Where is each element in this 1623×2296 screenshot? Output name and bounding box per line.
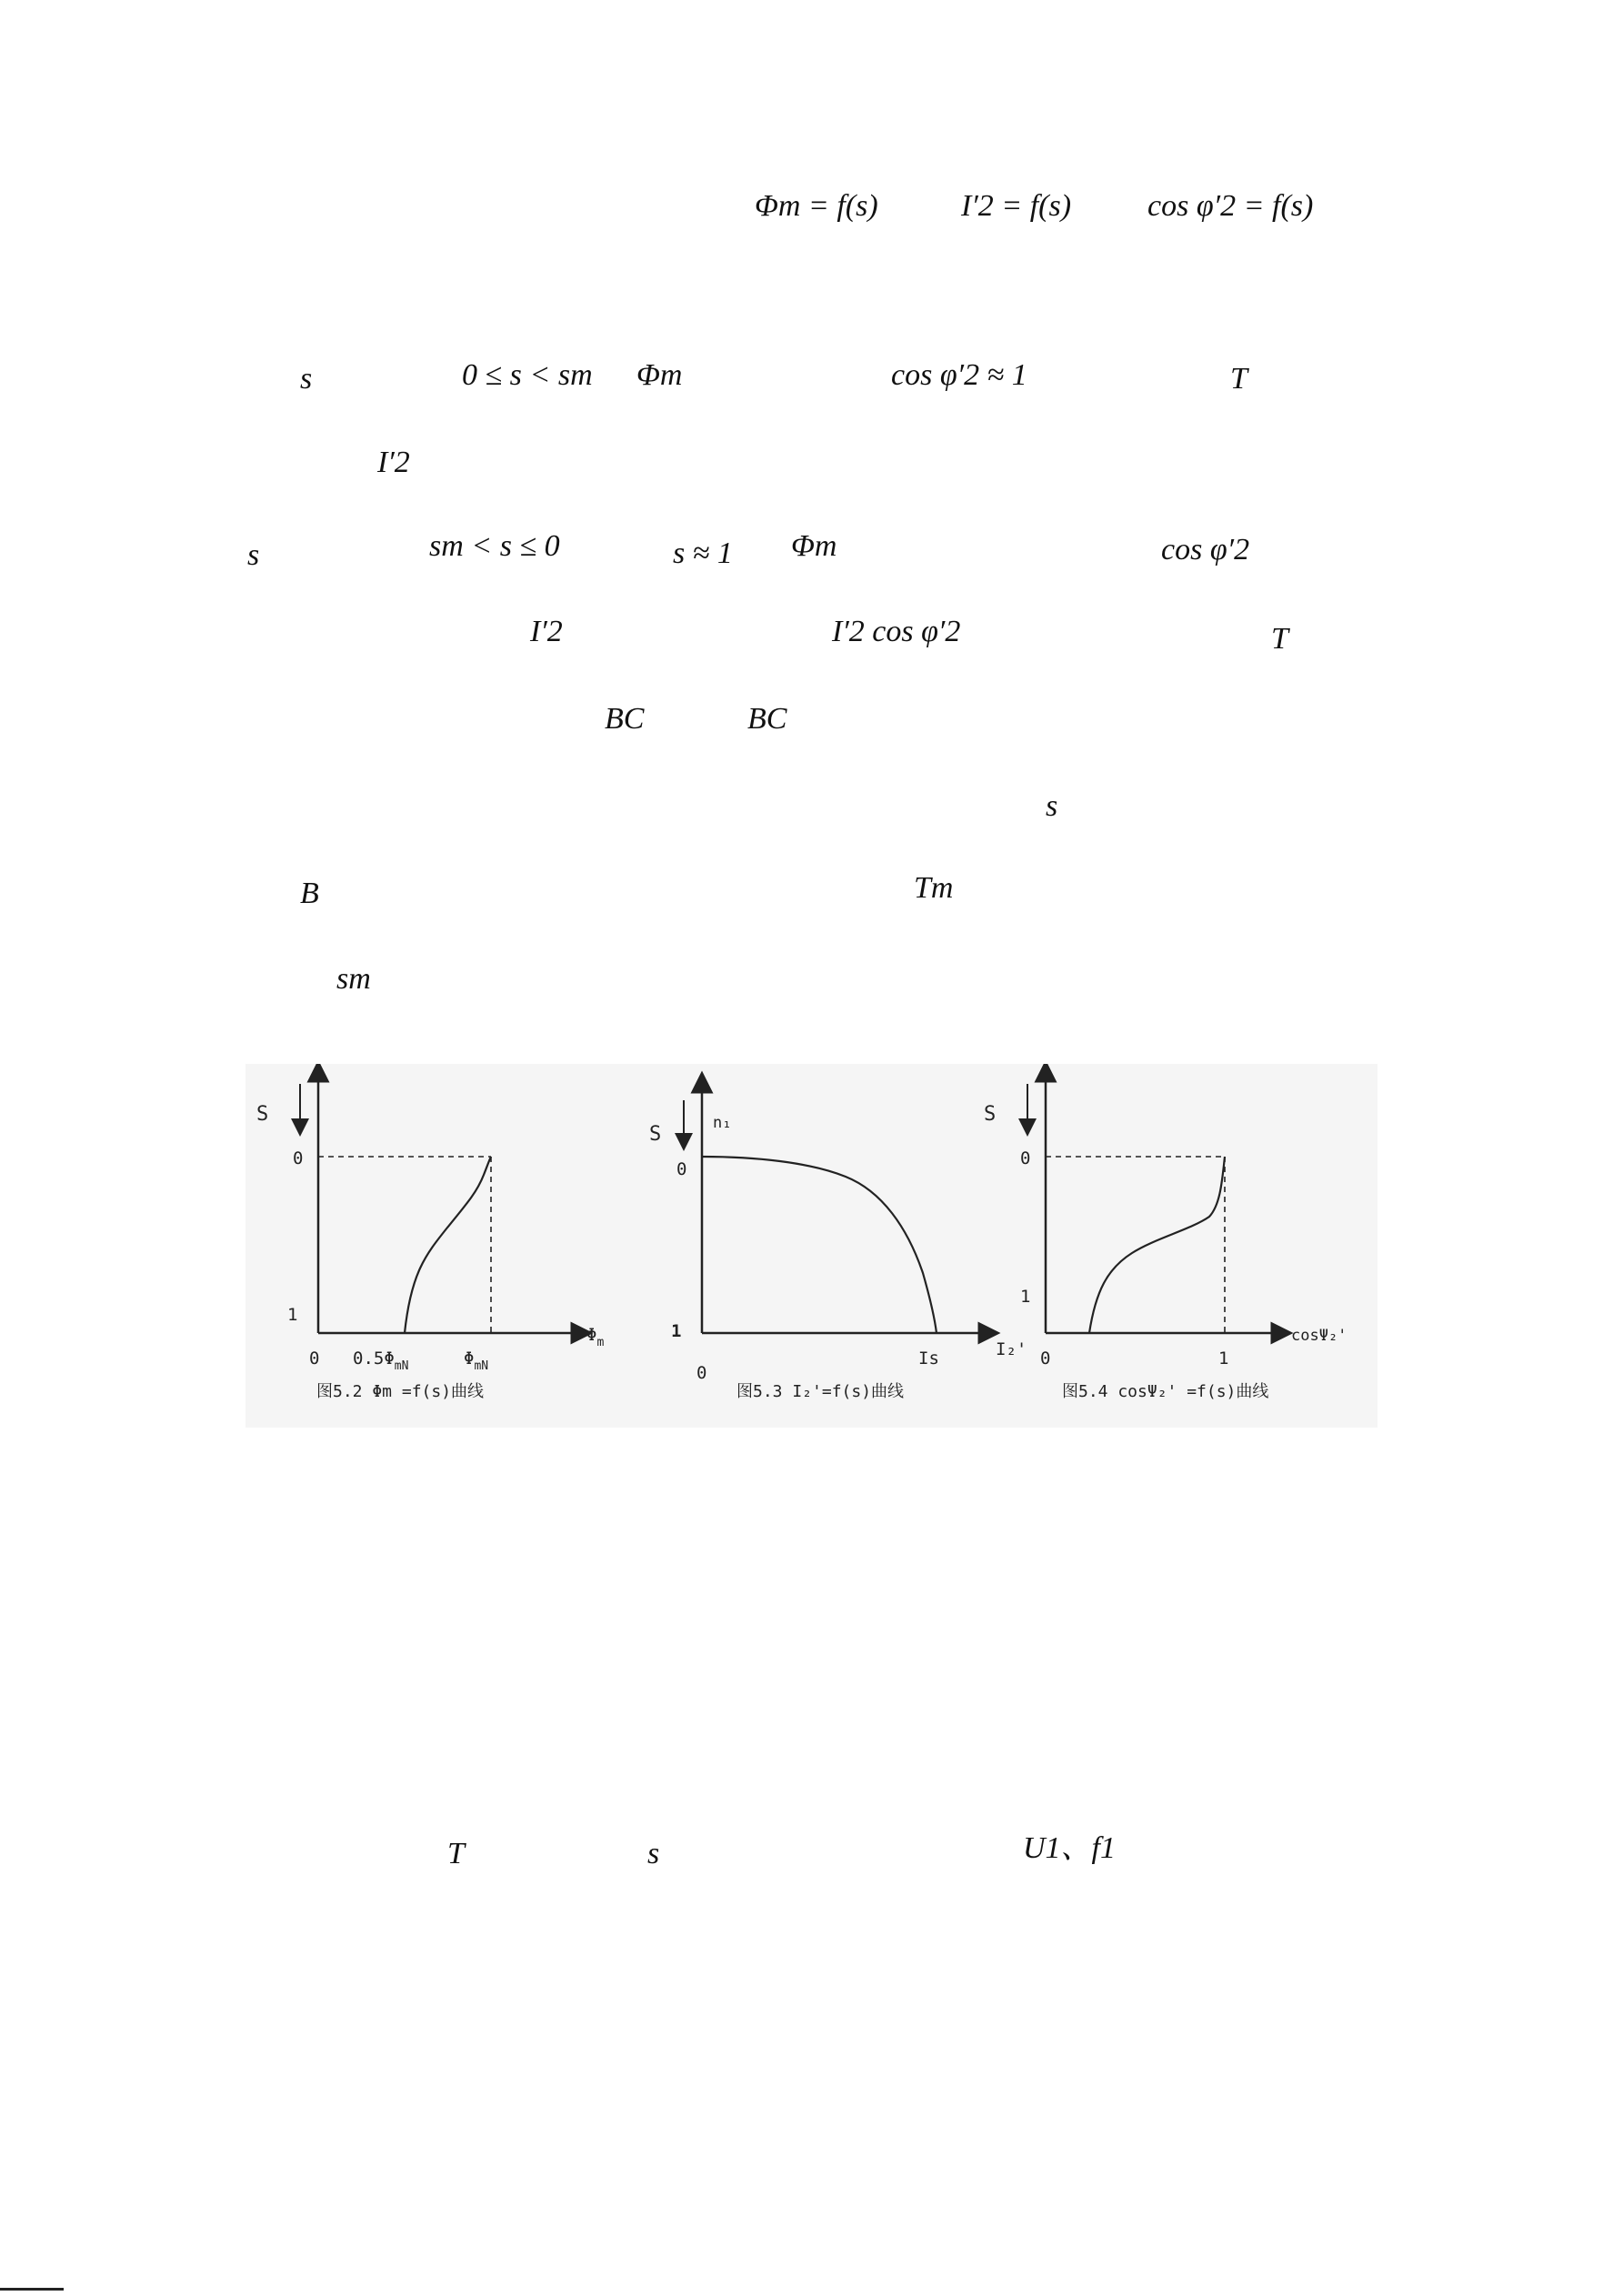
formula-b: B <box>300 877 319 910</box>
y-tick-0: 0 <box>1020 1148 1031 1168</box>
y-tick-0: 0 <box>676 1159 687 1179</box>
x-tick-0: 0 <box>309 1349 320 1369</box>
figure-5-3 <box>649 1082 1027 1401</box>
y-tick-1: 1 <box>1020 1287 1031 1307</box>
formula-sm: sm <box>336 962 371 996</box>
y-axis-label: S <box>256 1103 269 1126</box>
formula-s: s <box>1046 789 1058 823</box>
formula-i2: I′2 = f(s) <box>961 189 1072 223</box>
x-tick-0: 0 <box>696 1363 707 1383</box>
figure-strip <box>245 1064 1378 1428</box>
formula-phi-m: Φm <box>636 358 683 392</box>
formula-t: T <box>1271 622 1288 656</box>
formula-bc: BC <box>747 702 787 736</box>
formula-phi-m: Φm = f(s) <box>755 189 878 223</box>
x-axis-label: $\Phi_m$ <box>586 1325 605 1349</box>
x-tick-1: 1 <box>1218 1349 1229 1369</box>
figure-5-2 <box>256 1071 604 1401</box>
formula-tm: Tm <box>914 871 954 905</box>
x-tick-half: $0.5\Phi_{mN}$ <box>353 1349 409 1373</box>
formula-s-approx: s ≈ 1 <box>673 536 733 570</box>
y-tick-1: 1 <box>671 1321 682 1341</box>
curves-svg <box>245 1064 1378 1428</box>
figure-caption: 图5.2 Φm =f(s)曲线 <box>316 1382 485 1401</box>
formula-range: sm < s ≤ 0 <box>429 529 560 563</box>
y-tick-0: 0 <box>293 1148 304 1168</box>
formula-u1-f1: U1、f1 <box>1023 1831 1116 1865</box>
formula-s: s <box>647 1837 660 1870</box>
formula-i2-cos: I′2 cos φ′2 <box>832 615 961 648</box>
y-axis-label: S <box>649 1123 662 1146</box>
page-footer-rule <box>0 2288 64 2291</box>
formula-t: T <box>1230 362 1247 396</box>
x-tick-full: $\Phi_{mN}$ <box>464 1349 489 1373</box>
formula-s: s <box>300 362 313 396</box>
i2-curve <box>702 1157 937 1333</box>
cos-curve <box>1089 1157 1225 1333</box>
figure-caption: 图5.3 I₂'=f(s)曲线 <box>736 1382 905 1401</box>
formula-i2: I′2 <box>377 446 410 479</box>
figure-caption: 图5.4 cosΨ₂' =f(s)曲线 <box>1062 1382 1269 1401</box>
formula-cos-approx: cos φ′2 ≈ 1 <box>891 358 1027 392</box>
formula-cos: cos φ′2 = f(s) <box>1147 189 1314 223</box>
formula-range: 0 ≤ s < sm <box>462 358 593 392</box>
x-tick-is: Is <box>918 1349 939 1369</box>
formula-s: s <box>247 538 260 572</box>
phi-curve <box>405 1157 491 1333</box>
formula-t: T <box>447 1837 465 1870</box>
formula-cos: cos φ′2 <box>1161 533 1250 566</box>
x-axis-label: cosΨ₂' <box>1291 1327 1347 1345</box>
x-tick-0: 0 <box>1040 1349 1051 1369</box>
y-axis-label: S <box>984 1103 997 1126</box>
formula-bc: BC <box>605 702 645 736</box>
y-tick-n1: n₁ <box>713 1114 732 1132</box>
x-axis-label: I₂' <box>996 1339 1027 1359</box>
y-tick-1: 1 <box>287 1305 298 1325</box>
formula-phi-m: Φm <box>791 529 837 563</box>
formula-i2: I′2 <box>530 615 563 648</box>
